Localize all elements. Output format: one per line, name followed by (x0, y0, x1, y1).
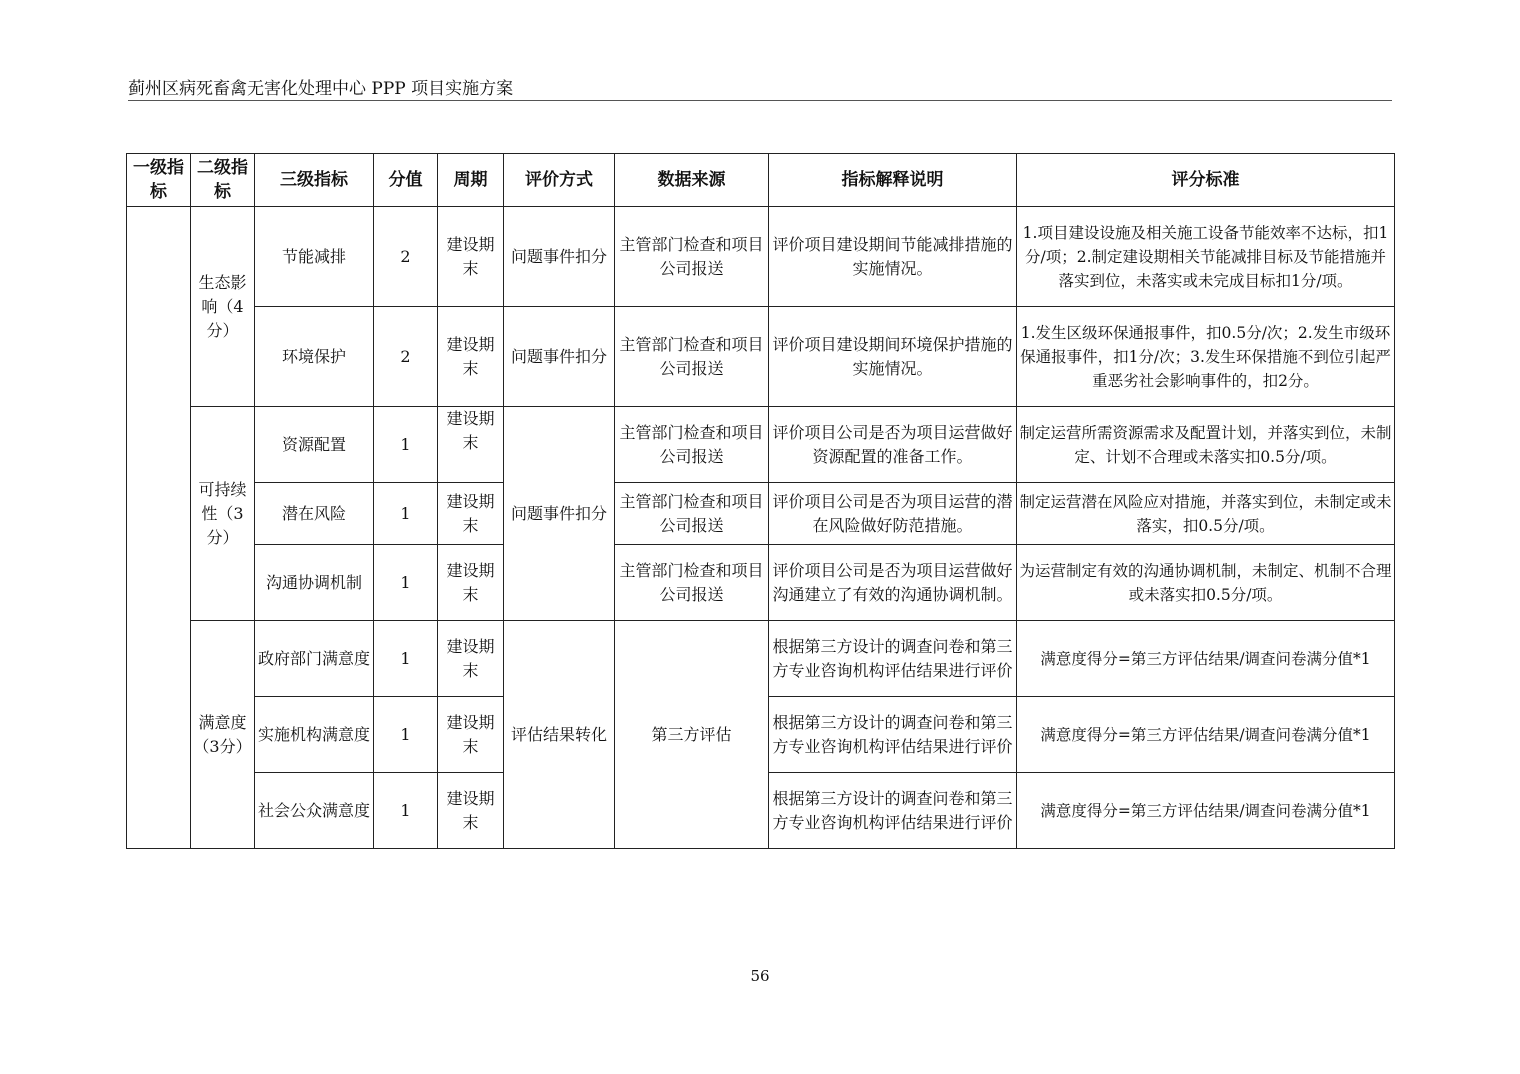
method-cell: 问题事件扣分 (504, 407, 615, 621)
col-header-method: 评价方式 (504, 154, 615, 207)
score-cell: 2 (374, 207, 438, 307)
level2-cell: 可持续性（3分） (191, 407, 255, 621)
table-row (127, 307, 1395, 407)
table-row (127, 545, 1395, 621)
explain-cell: 评价项目公司是否为项目运营的潜在风险做好防范措施。 (769, 483, 1017, 545)
score-cell: 1 (374, 545, 438, 621)
standard-cell: 满意度得分=第三方评估结果/调查问卷满分值*1 (1017, 773, 1395, 849)
explain-cell: 评价项目公司是否为项目运营做好资源配置的准备工作。 (769, 407, 1017, 483)
page-number: 56 (750, 967, 770, 985)
source-cell: 主管部门检查和项目公司报送 (615, 545, 769, 621)
standard-cell: 满意度得分=第三方评估结果/调查问卷满分值*1 (1017, 621, 1395, 697)
score-cell: 1 (374, 407, 438, 483)
source-cell: 主管部门检查和项目公司报送 (615, 407, 769, 483)
level3-cell: 沟通协调机制 (255, 545, 374, 621)
explain-cell: 根据第三方设计的调查问卷和第三方专业咨询机构评估结果进行评价 (769, 773, 1017, 849)
table-row (127, 621, 1395, 697)
score-cell: 1 (374, 621, 438, 697)
level2-cell: 生态影响（4分） (191, 207, 255, 407)
document-header (128, 78, 1392, 101)
evaluation-table (126, 153, 1395, 849)
standard-cell: 满意度得分=第三方评估结果/调查问卷满分值*1 (1017, 697, 1395, 773)
period-cell: 建设期末 (438, 407, 504, 483)
table-row (127, 483, 1395, 545)
explain-cell: 根据第三方设计的调查问卷和第三方专业咨询机构评估结果进行评价 (769, 697, 1017, 773)
standard-cell: 1.项目建设设施及相关施工设备节能效率不达标，扣1分/项；2.制定建设期相关节能减排目标及节能措施并落实到位，未落实或未完成目标扣1分/项。 (1017, 207, 1395, 307)
col-header-explain: 指标解释说明 (769, 154, 1017, 207)
period-cell: 建设期末 (438, 697, 504, 773)
level3-cell: 潜在风险 (255, 483, 374, 545)
level3-cell: 实施机构满意度 (255, 697, 374, 773)
period-cell: 建设期末 (438, 483, 504, 545)
level3-cell: 环境保护 (255, 307, 374, 407)
table-row (127, 407, 1395, 483)
col-header-level1: 一级指标 (127, 154, 191, 207)
period-cell: 建设期末 (438, 621, 504, 697)
score-cell: 2 (374, 307, 438, 407)
level3-cell: 节能减排 (255, 207, 374, 307)
standard-cell: 制定运营所需资源需求及配置计划，并落实到位，未制定、计划不合理或未落实扣0.5分/项。 (1017, 407, 1395, 483)
score-cell: 1 (374, 773, 438, 849)
table-header-row (127, 154, 1395, 207)
period-cell: 建设期末 (438, 207, 504, 307)
table-row (127, 207, 1395, 307)
standard-cell: 为运营制定有效的沟通协调机制，未制定、机制不合理或未落实扣0.5分/项。 (1017, 545, 1395, 621)
col-header-level2: 二级指标 (191, 154, 255, 207)
explain-cell: 评价项目公司是否为项目运营做好沟通建立了有效的沟通协调机制。 (769, 545, 1017, 621)
document-title: 蓟州区病死畜禽无害化处理中心 PPP 项目实施方案 (128, 79, 514, 99)
period-cell: 建设期末 (438, 773, 504, 849)
source-cell: 主管部门检查和项目公司报送 (615, 207, 769, 307)
source-cell: 第三方评估 (615, 621, 769, 849)
method-cell: 评估结果转化 (504, 621, 615, 849)
period-cell: 建设期末 (438, 545, 504, 621)
level3-cell: 资源配置 (255, 407, 374, 483)
standard-cell: 1.发生区级环保通报事件，扣0.5分/次；2.发生市级环保通报事件，扣1分/次；3.发生环保措施不到位引起严重恶劣社会影响事件的，扣2分。 (1017, 307, 1395, 407)
page-footer (0, 966, 1520, 986)
level3-cell: 政府部门满意度 (255, 621, 374, 697)
col-header-period: 周期 (438, 154, 504, 207)
explain-cell: 评价项目建设期间节能减排措施的实施情况。 (769, 207, 1017, 307)
method-cell: 问题事件扣分 (504, 307, 615, 407)
level1-cell-empty (127, 207, 191, 849)
period-cell: 建设期末 (438, 307, 504, 407)
explain-cell: 根据第三方设计的调查问卷和第三方专业咨询机构评估结果进行评价 (769, 621, 1017, 697)
col-header-standard: 评分标准 (1017, 154, 1395, 207)
score-cell: 1 (374, 697, 438, 773)
source-cell: 主管部门检查和项目公司报送 (615, 307, 769, 407)
standard-cell: 制定运营潜在风险应对措施，并落实到位，未制定或未落实，扣0.5分/项。 (1017, 483, 1395, 545)
col-header-source: 数据来源 (615, 154, 769, 207)
col-header-level3: 三级指标 (255, 154, 374, 207)
level2-cell: 满意度（3分） (191, 621, 255, 849)
col-header-score: 分值 (374, 154, 438, 207)
level3-cell: 社会公众满意度 (255, 773, 374, 849)
method-cell: 问题事件扣分 (504, 207, 615, 307)
score-cell: 1 (374, 483, 438, 545)
explain-cell: 评价项目建设期间环境保护措施的实施情况。 (769, 307, 1017, 407)
source-cell: 主管部门检查和项目公司报送 (615, 483, 769, 545)
